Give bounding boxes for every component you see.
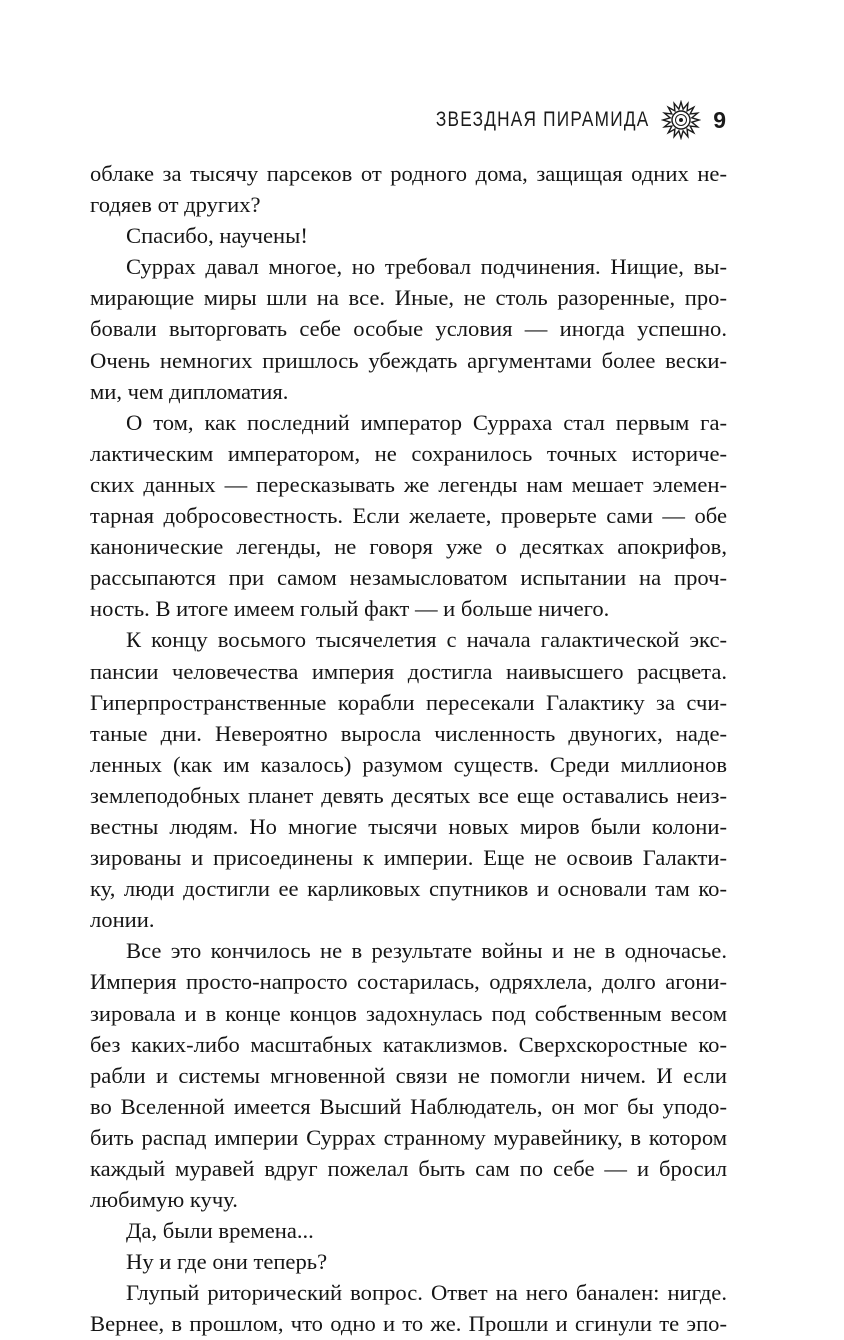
text-line: канонические легенды, не говоря уже о десятках апокрифов, xyxy=(90,534,727,560)
text-line: рабли и системы мгновенной связи не помогли ничем. И если xyxy=(90,1062,727,1088)
paragraph xyxy=(90,935,727,1215)
text-line: ских данных — пересказывать же легенды нам мешает элемен- xyxy=(90,471,727,497)
text-line: зировала и в конце концов задохнулась под собственным весом xyxy=(90,1000,727,1026)
text-line: Да, были времена... xyxy=(126,1218,314,1244)
star-emblem-icon xyxy=(661,100,701,140)
text-line: мирающие миры шли на все. Иные, не столь разоренные, про- xyxy=(90,285,727,311)
text-line: Империя просто-напросто состарилась, одряхлела, долго агони- xyxy=(90,969,727,995)
text-line: К концу восьмого тысячелетия с начала галактической экс- xyxy=(126,627,727,653)
text-line: Суррах давал многое, но требовал подчинения. Нищие, вы- xyxy=(126,254,727,280)
text-line: О том, как последний император Сурраха стал первым га- xyxy=(126,409,727,435)
text-line: лактическим императором, не сохранилось точных историче- xyxy=(90,440,727,466)
text-line: Вернее, в прошлом, что одно и то же. Прошли и сгинули те эпо- xyxy=(90,1311,727,1337)
text-line: ми, чем дипломатия. xyxy=(90,378,289,404)
text-line: облаке за тысячу парсеков от родного дома, защищая одних не- xyxy=(90,161,727,186)
text-line: тарная добросовестность. Если желаете, проверьте сами — обе xyxy=(90,503,727,529)
text-line: лонии. xyxy=(90,907,155,933)
page-number: 9 xyxy=(713,106,726,133)
text-line: Все это кончилось не в результате войны и не в одночасье. xyxy=(126,938,727,964)
text-line: пансии человечества империя достигла наивысшего расцвета. xyxy=(90,658,727,684)
text-line: Очень немногих пришлось убеждать аргументами более вески- xyxy=(90,347,727,373)
body-text xyxy=(90,158,727,1340)
text-line: Спасибо, научены! xyxy=(126,223,308,249)
text-line: Глупый риторический вопрос. Ответ на него банален: нигде. xyxy=(126,1280,727,1306)
paragraph xyxy=(90,220,727,251)
text-line: рассыпаются при самом незамысловатом испытании на проч- xyxy=(90,565,727,591)
text-line: каждый муравей вдруг пожелал быть сам по себе — и бросил xyxy=(90,1156,727,1181)
text-line: таные дни. Невероятно выросла численность двуногих, наде- xyxy=(90,720,727,746)
text-line: во Вселенной имеется Высший Наблюдатель, он мог бы уподо- xyxy=(90,1093,727,1119)
paragraph xyxy=(90,624,727,935)
text-line: бить распад империи Суррах странному муравейнику, в котором xyxy=(90,1124,727,1150)
running-head-title: ЗВЕЗДНАЯ ПИРАМИДА xyxy=(435,108,650,131)
paragraph xyxy=(90,1215,727,1246)
text-line: вестны людям. Но многие тысячи новых миров были колони- xyxy=(90,813,727,839)
text-line: Ну и где они теперь? xyxy=(126,1249,328,1275)
text-line: ность. В итоге имеем голый факт — и больше ничего. xyxy=(90,596,610,622)
text-line: бовали выторговать себе особые условия — иногда успешно. xyxy=(90,316,727,342)
text-line: ку, люди достигли ее карликовых спутников и основали там ко- xyxy=(90,876,727,902)
paragraph xyxy=(90,1246,727,1277)
running-head xyxy=(389,100,726,140)
text-line: годяев от других? xyxy=(90,192,261,218)
text-line: зированы и присоединены к империи. Еще не освоив Галакти- xyxy=(90,845,727,871)
text-line: без каких-либо масштабных катаклизмов. Сверхскоростные ко- xyxy=(90,1031,727,1057)
text-line: Гиперпространственные корабли пересекали Галактику за счи- xyxy=(90,689,727,715)
text-line: землеподобных планет девять десятых все еще оставались неиз- xyxy=(90,782,727,808)
paragraph xyxy=(90,1277,727,1339)
paragraph xyxy=(90,407,727,625)
paragraph xyxy=(90,251,727,406)
text-line: ленных (как им казалось) разумом существ. Среди миллионов xyxy=(90,751,727,777)
paragraph xyxy=(90,158,727,220)
text-line: любимую кучу. xyxy=(90,1187,238,1213)
